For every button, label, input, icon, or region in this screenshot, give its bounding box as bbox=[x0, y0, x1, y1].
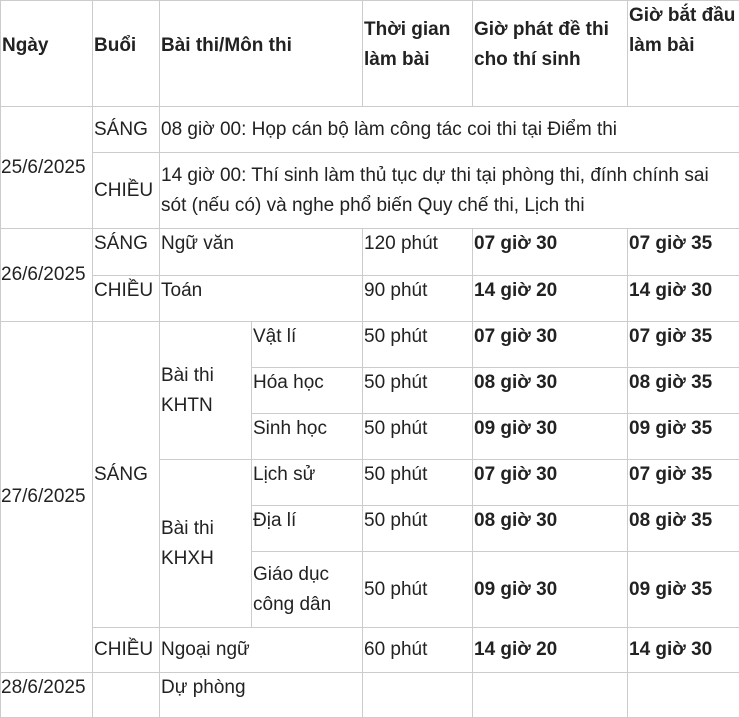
start-time-cell: 07 giờ 35 bbox=[628, 322, 739, 368]
distribute-time-cell: 09 giờ 30 bbox=[473, 414, 628, 460]
subject-cell: Ngoại ngữ bbox=[160, 628, 363, 673]
start-time-cell bbox=[628, 673, 739, 718]
subject-cell: Hóa học bbox=[252, 368, 363, 414]
subject-cell: Sinh học bbox=[252, 414, 363, 460]
start-time-cell: 07 giờ 35 bbox=[628, 460, 739, 506]
distribute-time-cell: 07 giờ 30 bbox=[473, 322, 628, 368]
date-cell: 28/6/2025 bbox=[1, 673, 93, 718]
table-row bbox=[1, 153, 739, 229]
subject-cell: Dự phòng bbox=[160, 673, 363, 718]
table-row bbox=[1, 322, 739, 368]
duration-cell: 120 phút bbox=[363, 229, 473, 276]
duration-cell: 90 phút bbox=[363, 276, 473, 322]
duration-cell: 50 phút bbox=[363, 460, 473, 506]
duration-cell: 50 phút bbox=[363, 322, 473, 368]
subject-cell: Lịch sử bbox=[252, 460, 363, 506]
distribute-time-cell: 09 giờ 30 bbox=[473, 552, 628, 628]
start-time-cell: 08 giờ 35 bbox=[628, 368, 739, 414]
header-row bbox=[1, 1, 739, 107]
start-time-cell: 09 giờ 35 bbox=[628, 414, 739, 460]
distribute-time-cell: 08 giờ 30 bbox=[473, 368, 628, 414]
distribute-time-cell: 07 giờ 30 bbox=[473, 460, 628, 506]
session-cell: SÁNG bbox=[93, 107, 160, 153]
header-subject: Bài thi/Môn thi bbox=[160, 1, 363, 107]
start-time-cell: 14 giờ 30 bbox=[628, 628, 739, 673]
date-cell: 25/6/2025 bbox=[1, 107, 93, 229]
start-time-cell: 14 giờ 30 bbox=[628, 276, 739, 322]
table-row bbox=[1, 229, 739, 276]
note-cell: 14 giờ 00: Thí sinh làm thủ tục dự thi tại phòng thi, đính chính sai sót (nếu có) và nghe phổ biến Quy chế thi, Lịch thi bbox=[160, 153, 739, 229]
distribute-time-cell: 08 giờ 30 bbox=[473, 506, 628, 552]
subject-cell: Ngữ văn bbox=[160, 229, 363, 276]
session-cell: CHIỀU bbox=[93, 628, 160, 673]
duration-cell: 50 phút bbox=[363, 552, 473, 628]
group-cell: Bài thi KHTN bbox=[160, 322, 252, 460]
table-row bbox=[1, 107, 739, 153]
session-cell bbox=[93, 673, 160, 718]
header-session: Buổi bbox=[93, 1, 160, 107]
distribute-time-cell: 14 giờ 20 bbox=[473, 628, 628, 673]
table-row bbox=[1, 673, 739, 718]
group-cell: Bài thi KHXH bbox=[160, 460, 252, 628]
start-time-cell: 07 giờ 35 bbox=[628, 229, 739, 276]
date-cell: 26/6/2025 bbox=[1, 229, 93, 322]
header-start-time: Giờ bắt đầu làm bài bbox=[628, 1, 739, 107]
session-cell: CHIỀU bbox=[93, 276, 160, 322]
subject-cell: Toán bbox=[160, 276, 363, 322]
subject-cell: Vật lí bbox=[252, 322, 363, 368]
duration-cell: 60 phút bbox=[363, 628, 473, 673]
subject-cell: Giáo dục công dân bbox=[252, 552, 363, 628]
date-cell: 27/6/2025 bbox=[1, 322, 93, 673]
table-row bbox=[1, 628, 739, 673]
distribute-time-cell bbox=[473, 673, 628, 718]
duration-cell: 50 phút bbox=[363, 368, 473, 414]
header-date: Ngày bbox=[1, 1, 93, 107]
subject-cell: Địa lí bbox=[252, 506, 363, 552]
table-row bbox=[1, 276, 739, 322]
note-cell: 08 giờ 00: Họp cán bộ làm công tác coi thi tại Điểm thi bbox=[160, 107, 739, 153]
header-duration: Thời gian làm bài bbox=[363, 1, 473, 107]
distribute-time-cell: 14 giờ 20 bbox=[473, 276, 628, 322]
distribute-time-cell: 07 giờ 30 bbox=[473, 229, 628, 276]
duration-cell: 50 phút bbox=[363, 414, 473, 460]
session-cell: SÁNG bbox=[93, 322, 160, 628]
start-time-cell: 09 giờ 35 bbox=[628, 552, 739, 628]
duration-cell bbox=[363, 673, 473, 718]
duration-cell: 50 phút bbox=[363, 506, 473, 552]
session-cell: SÁNG bbox=[93, 229, 160, 276]
header-distribute-time: Giờ phát đề thi cho thí sinh bbox=[473, 1, 628, 107]
start-time-cell: 08 giờ 35 bbox=[628, 506, 739, 552]
session-cell: CHIỀU bbox=[93, 153, 160, 229]
